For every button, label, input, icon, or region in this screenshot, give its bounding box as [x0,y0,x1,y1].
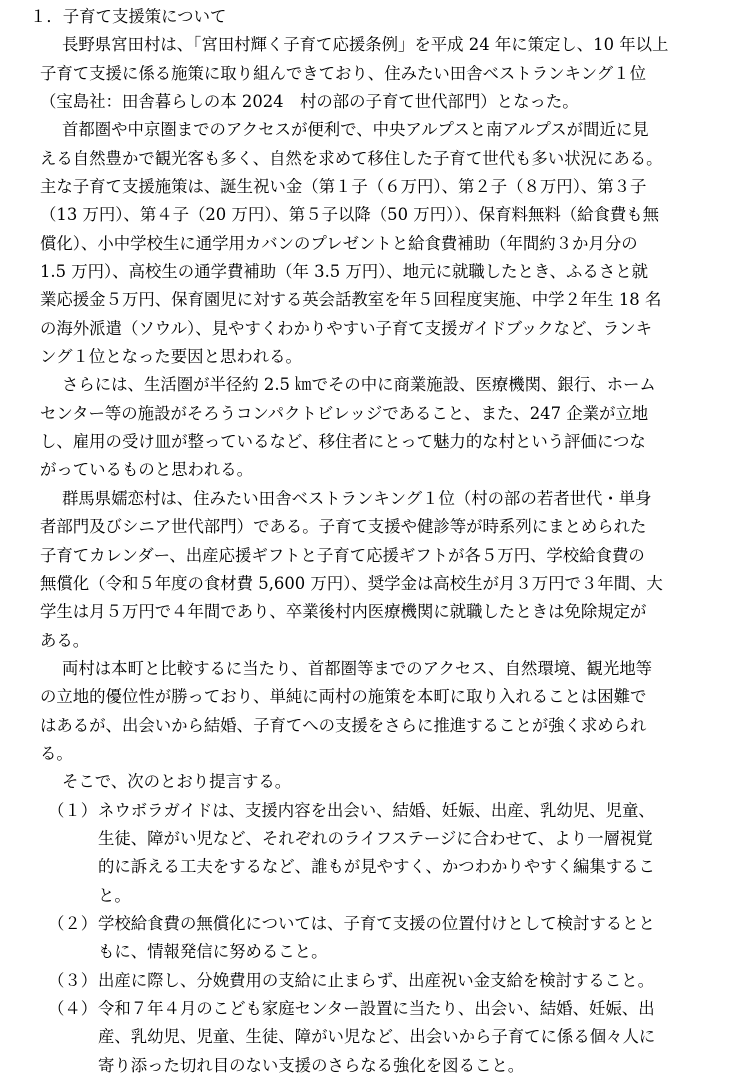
paragraph-line: がっているものと思われる。 [40,460,254,480]
paragraph-line: （宝島社：田舎暮らしの本 2024 村の部の子育て世代部門）となった。 [40,92,579,112]
paragraph-line: 1.5 万円）、高校生の通学費補助（年 3.5 万円）、地元に就職したとき、ふるさと就 [40,262,648,282]
item-line: 産、乳幼児、児童、生徒、障がい児など、出会いから子育てに係る個々人に [98,1027,656,1047]
item-line: 学校給食費の無償化については、子育て支援の位置付けとして検討するとと [98,913,655,933]
paragraph-line: そこで、次のとおり提言する。 [62,772,292,792]
paragraph-line: 無償化（令和５年度の食材費 5,600 万円）、奨学金は高校生が月３万円で３年間、大 [40,573,663,593]
item-line: 出産に際し、分娩費用の支給に止まらず、出産祝い金支給を検討すること。 [98,970,654,990]
paragraph-line: 両村は本町と比較するに当たり、首都圏等までのアクセス、自然環境、観光地等 [62,658,653,678]
item-number: （２） [48,913,98,933]
paragraph-line: 主な子育て支援施策は、誕生祝い金（第１子（６万円）、第２子（８万円）、第３子 [40,177,647,197]
paragraph-line: し、雇用の受け皿が整っているなど、移住者にとって魅力的な村という評価につな [40,432,646,452]
paragraph-line: はあるが、出会いから結婚、子育てへの支援をさらに推進することが強く求められ [40,715,647,735]
item-line: 令和７年４月のこども家庭センター設置に当たり、出会い、結婚、妊娠、出 [98,998,655,1018]
item-line: ネウボラガイドは、支援内容を出会い、結婚、妊娠、出産、乳幼児、児童、 [98,800,655,820]
item-number: （３） [48,970,98,990]
paragraph-line: の海外派遣（ソウル）、見やすくわかりやすい子育て支援ガイドブックなど、ランキ [40,318,653,338]
paragraph-line: 首都圏や中京圏までのアクセスが便利で、中央アルプスと南アルプスが間近に見 [62,120,649,140]
paragraph-line: 償化）、小中学校生に通学用カバンのプレゼントと給食費補助（年間約３か月分の [40,233,638,253]
paragraph-line: さらには、生活圏が半径約 2.5 ㎞でその中に商業施設、医療機関、銀行、ホーム [62,375,656,395]
paragraph-line: ある。 [40,630,90,650]
paragraph-line: 子育て支援に係る施策に取り組んできており、住みたい田舎ベストランキング１位 [40,63,646,83]
item-line: と。 [98,885,131,905]
paragraph-line: 者部門及びシニア世代部門）である。子育て支援や健診等が時系列にまとめられた [40,517,647,537]
paragraph-line: える自然豊かで観光客も多く、自然を求めて移住した子育て世代も多い状況にある。 [40,148,663,168]
paragraph-line: センター等の施設がそろうコンパクトビレッジであること、また、247 企業が立地 [40,403,649,423]
item-line: 的に訴える工夫をするなど、誰もが見やすく、かつわかりやすく編集するこ [98,857,655,877]
paragraph-line: 長野県宮田村は、「宮田村輝く子育て応援条例」を平成 24 年に策定し、10 年以上 [62,35,669,55]
paragraph-line: 群馬県嬬恋村は、住みたい田舎ベストランキング１位（村の部の若者世代・単身 [62,488,652,508]
item-line: 生徒、障がい児など、それぞれのライフステージに合わせて、より一層視覚 [98,828,653,848]
paragraph-line: 学生は月５万円で４年間であり、卒業後村内医療機関に就職したときは免除規定が [40,602,647,622]
paragraph-line: の立地的優位性が勝っており、単純に両村の施策を本町に取り入れることは困難で [40,687,647,707]
paragraph-line: る。 [40,743,73,763]
section-heading: １．子育て支援策について [30,7,227,26]
item-line: もに、情報発信に努めること。 [98,942,328,962]
paragraph-line: ング１位となった要因と思われる。 [40,347,302,367]
item-number: （４） [48,998,98,1018]
paragraph-line: （13 万円）、第４子（20 万円）、第５子以降（50 万円））、保育料無料（給食費も無 [40,205,660,225]
item-number: （１） [48,800,98,820]
item-line: 寄り添った切れ目のない支援のさらなる強化を図ること。 [98,1055,525,1075]
paragraph-line: 子育てカレンダー、出産応援ギフトと子育て応援ギフトが各５万円、学校給食費の [40,545,645,565]
paragraph-line: 業応援金５万円、保育園児に対する英会話教室を年５回程度実施、中学２年生 18 名 [40,290,662,310]
